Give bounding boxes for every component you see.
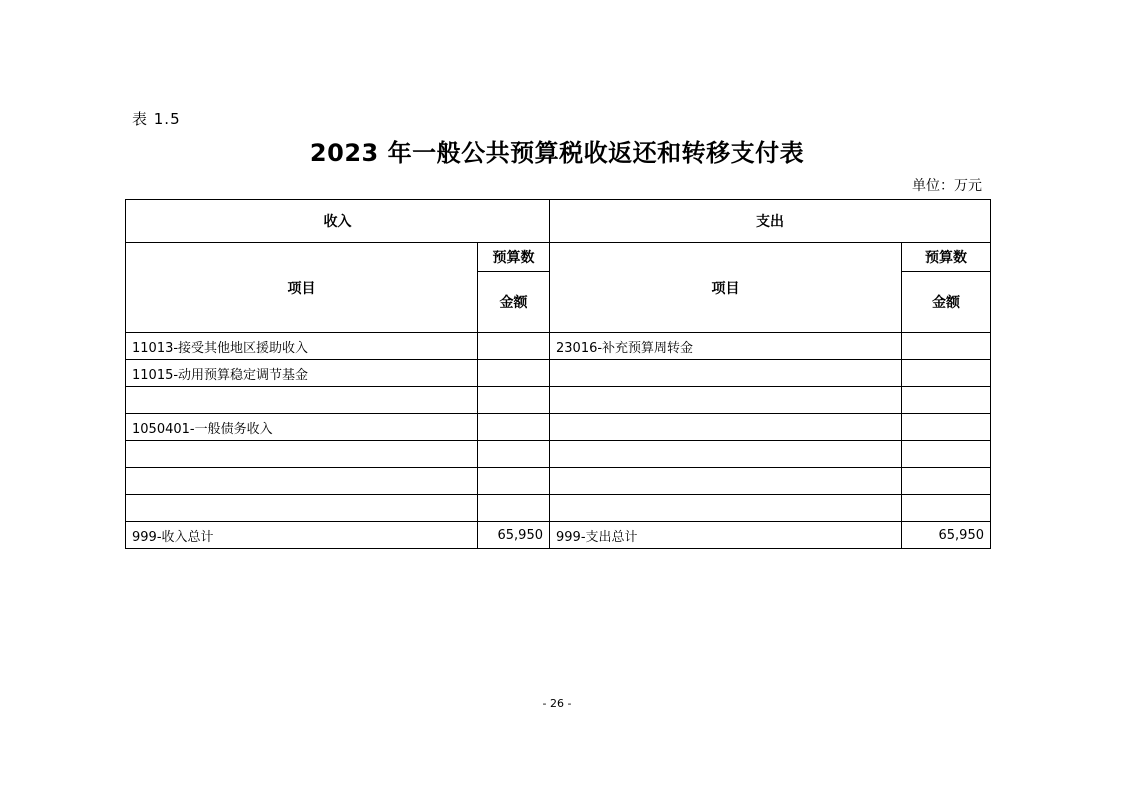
expense-item-header: 项目 <box>550 243 902 333</box>
income-amount-cell <box>478 333 550 360</box>
expense-amount-cell <box>902 414 991 441</box>
expense-amount-cell <box>902 495 991 522</box>
income-budget-header: 预算数 <box>478 243 550 272</box>
expense-amount-cell <box>902 387 991 414</box>
table-number: 表 1.5 <box>132 110 181 128</box>
income-amount-cell <box>478 495 550 522</box>
table-row <box>126 360 991 387</box>
income-item-cell <box>126 441 478 468</box>
unit-note: 单位：万元 <box>912 178 982 194</box>
income-amount-cell <box>478 387 550 414</box>
income-amount-cell <box>478 441 550 468</box>
table-row <box>126 441 991 468</box>
expense-item-cell <box>550 387 902 414</box>
expense-total-amount: 65,950 <box>902 522 991 549</box>
income-item-cell: 11013-接受其他地区援助收入 <box>126 333 478 360</box>
expense-amount-header: 金额 <box>902 272 991 333</box>
page-number: - 26 - <box>542 697 572 710</box>
table-row <box>126 468 991 495</box>
table-header-row <box>126 200 991 243</box>
expense-budget-header: 预算数 <box>902 243 991 272</box>
income-amount-cell <box>478 360 550 387</box>
document-title: 2023 年一般公共预算税收返还和转移支付表 <box>309 139 805 167</box>
expense-item-cell <box>550 495 902 522</box>
total-row <box>126 522 991 549</box>
income-total-label: 999-收入总计 <box>126 522 478 549</box>
income-header: 收入 <box>126 200 550 243</box>
budget-table <box>125 199 991 549</box>
income-amount-header: 金额 <box>478 272 550 333</box>
expense-item-cell: 23016-补充预算周转金 <box>550 333 902 360</box>
expense-header: 支出 <box>550 200 991 243</box>
expense-total-label: 999-支出总计 <box>550 522 902 549</box>
income-item-cell <box>126 387 478 414</box>
table-row <box>126 387 991 414</box>
expense-item-cell <box>550 360 902 387</box>
expense-item-cell <box>550 414 902 441</box>
income-item-cell: 11015-动用预算稳定调节基金 <box>126 360 478 387</box>
expense-item-cell <box>550 468 902 495</box>
expense-item-cell <box>550 441 902 468</box>
income-item-cell: 1050401-一般债务收入 <box>126 414 478 441</box>
expense-amount-cell <box>902 360 991 387</box>
income-amount-cell <box>478 414 550 441</box>
expense-amount-cell <box>902 441 991 468</box>
table-row <box>126 333 991 360</box>
income-amount-cell <box>478 468 550 495</box>
income-item-header: 项目 <box>126 243 478 333</box>
expense-amount-cell <box>902 333 991 360</box>
expense-amount-cell <box>902 468 991 495</box>
income-item-cell <box>126 495 478 522</box>
table-subheader-row <box>126 243 991 272</box>
income-item-cell <box>126 468 478 495</box>
income-total-amount: 65,950 <box>478 522 550 549</box>
table-row <box>126 414 991 441</box>
table-row <box>126 495 991 522</box>
